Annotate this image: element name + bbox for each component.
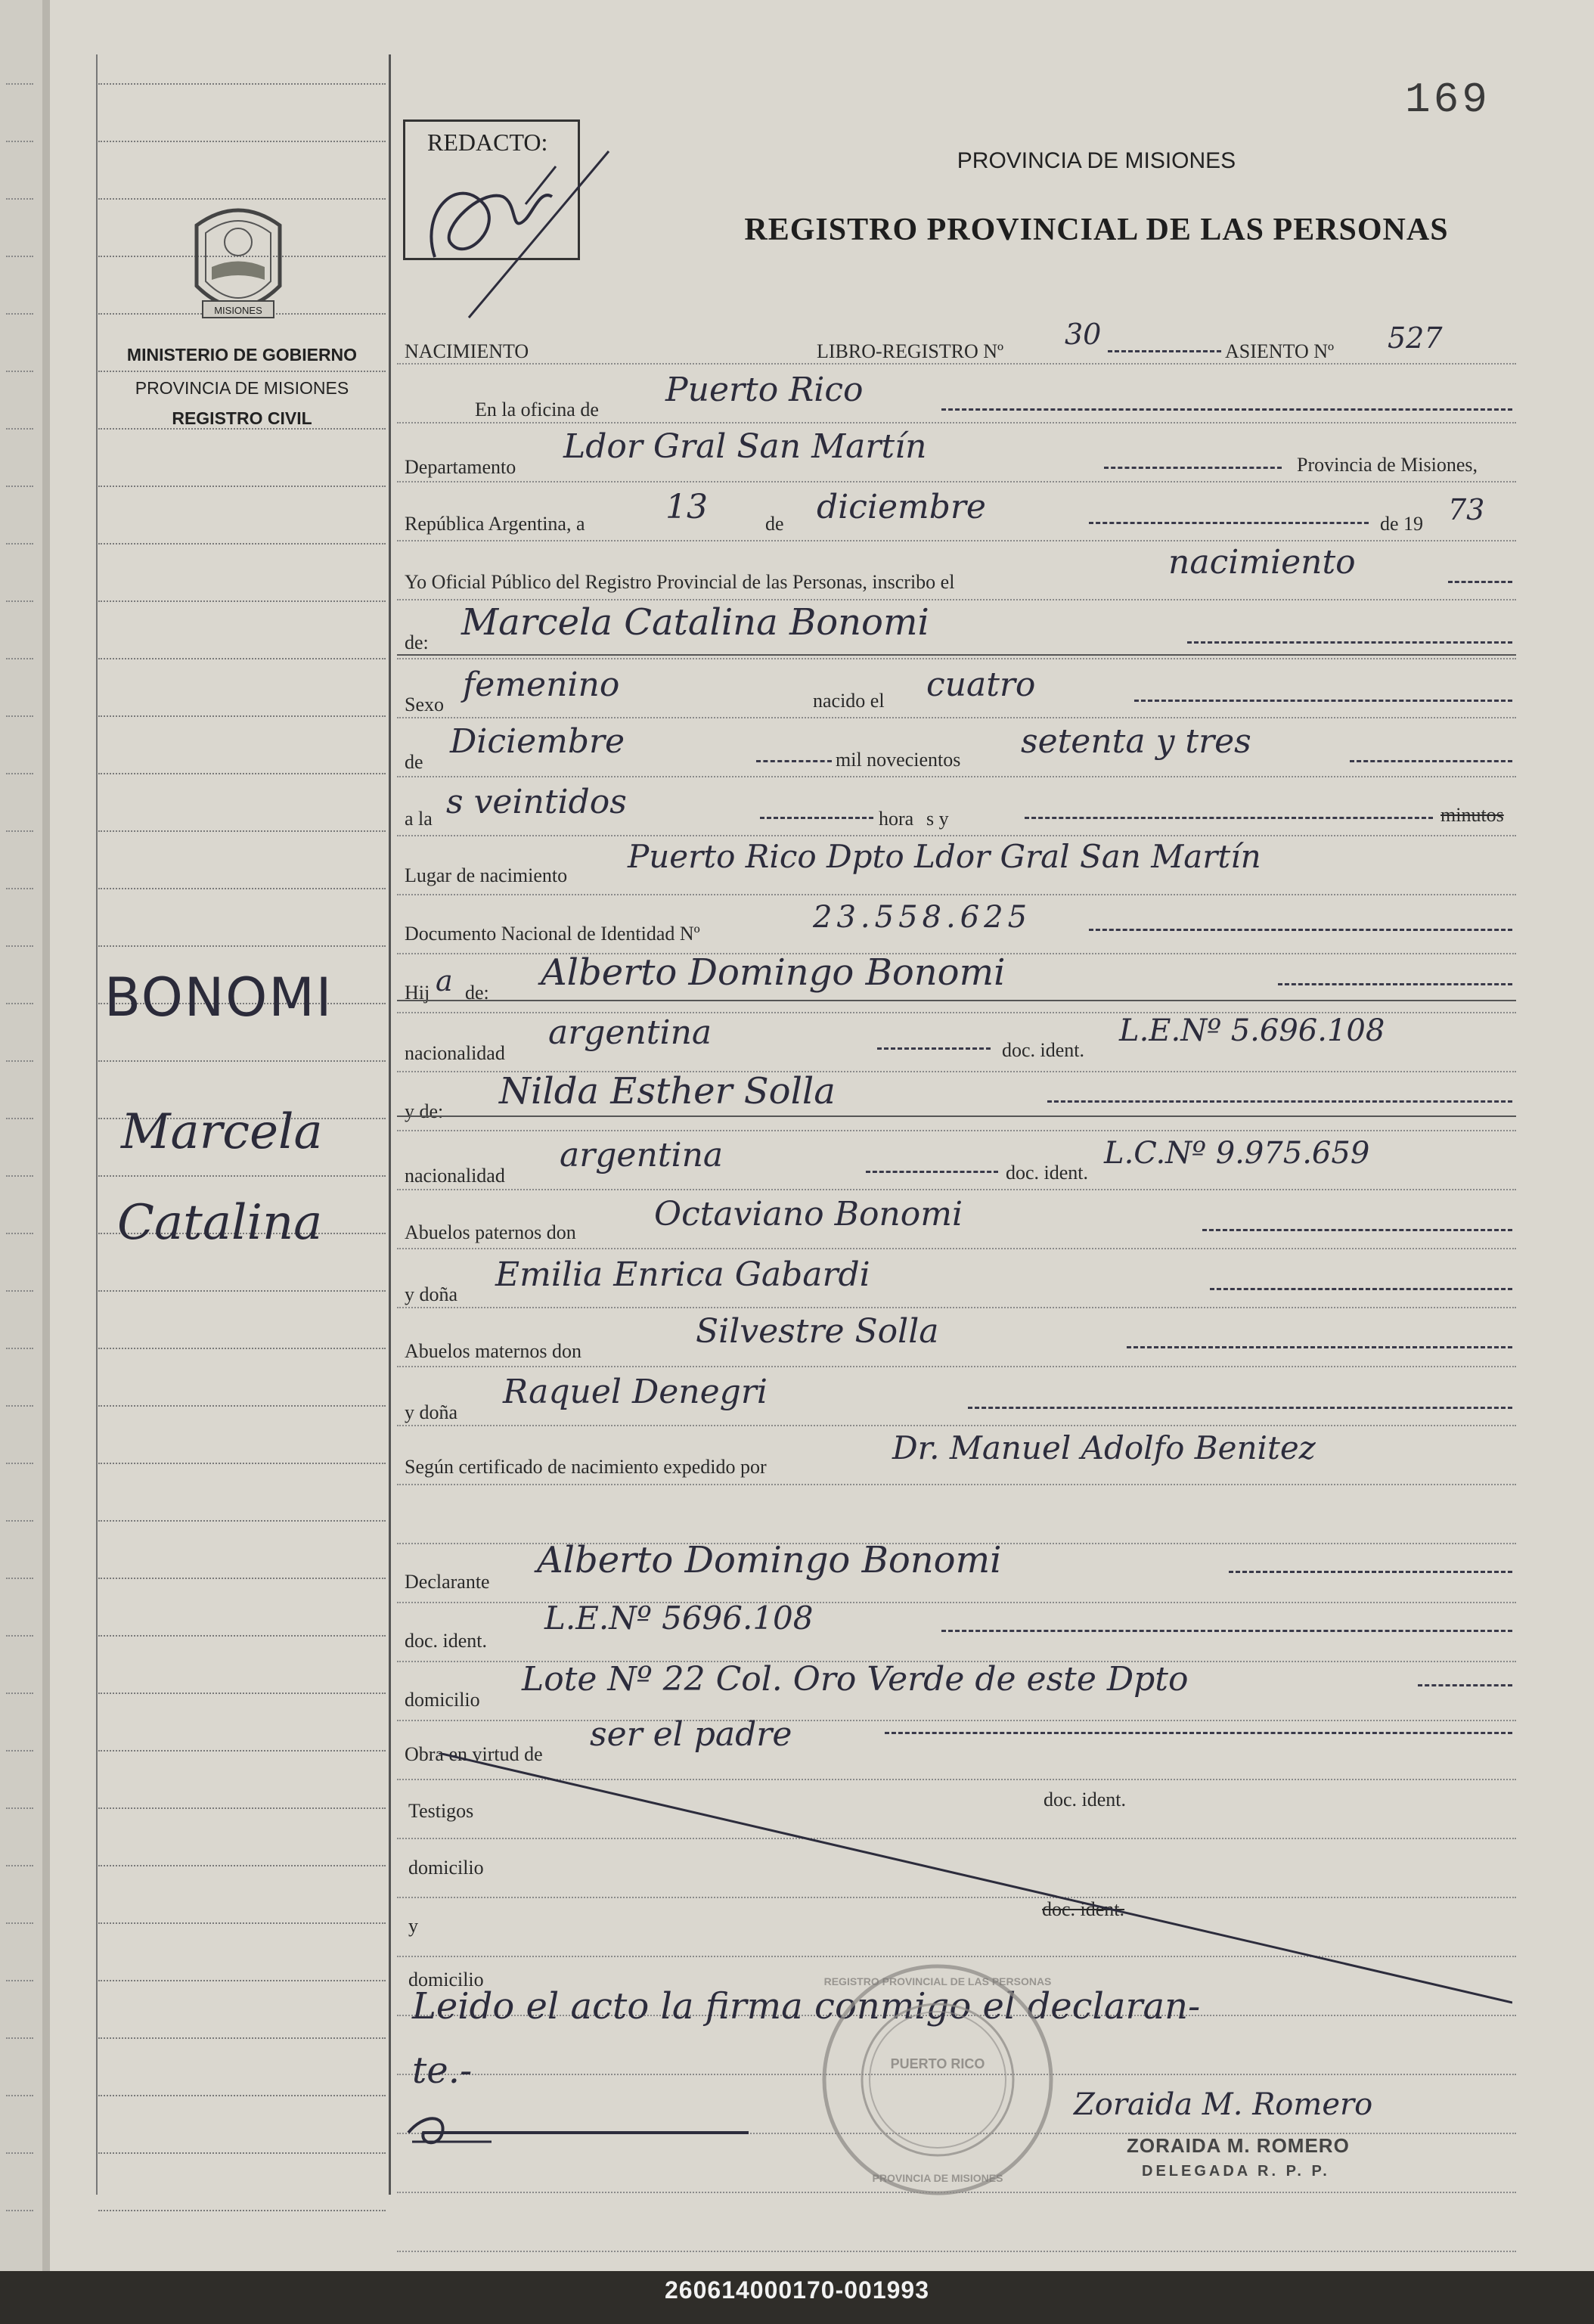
margin-ruled-line (98, 1980, 386, 1981)
certificado-value: Dr. Manuel Adolfo Benitez (892, 1429, 1316, 1466)
form-ruled-line (397, 835, 1516, 836)
leido-line-1: Leido el acto la firma conmigo el declaran- (412, 1985, 1201, 2028)
edge-line (6, 1635, 33, 1637)
de-mes-label: de (405, 751, 423, 773)
book-binding (42, 0, 50, 2271)
fill-dash (1350, 760, 1512, 762)
margin-surname: BONOMI (104, 967, 333, 1029)
leido-line-2: te.- (412, 2049, 473, 2092)
fill-dash (968, 1407, 1512, 1409)
margin-given-name-2: Catalina (117, 1195, 323, 1251)
margin-ruled-line (98, 1348, 386, 1349)
edge-line (6, 486, 33, 487)
form-ruled-line (397, 1189, 1516, 1190)
edge-line (6, 715, 33, 717)
mil-label: mil novecientos (836, 749, 961, 771)
edge-line (6, 658, 33, 659)
form-ruled-line (397, 1366, 1516, 1367)
fill-dash (1104, 467, 1282, 469)
ministry-province: PROVINCIA DE MISIONES (135, 378, 349, 398)
margin-ruled-line (98, 1175, 386, 1177)
footer-code: 260614000170-001993 (665, 2276, 929, 2304)
sexo-label: Sexo (405, 693, 444, 715)
libro-label: LIBRO-REGISTRO Nº (817, 340, 1004, 362)
domicilio-label-test2: domicilio (408, 1969, 484, 1990)
edge-line (6, 1520, 33, 1522)
lugar-label: Lugar de nacimiento (405, 864, 568, 886)
nacido-label: nacido el (813, 690, 885, 712)
hij-de-label: de: (465, 982, 489, 1004)
margin-ruled-line (98, 1520, 386, 1522)
margin-ruled-line (98, 715, 386, 717)
domicilio-label-test1: domicilio (408, 1857, 484, 1879)
de-label: de (765, 513, 784, 535)
doc-ident-label-test1: doc. ident. (1044, 1789, 1127, 1810)
form-ruled-line (397, 481, 1516, 482)
fill-dash (866, 1171, 998, 1173)
madre-doc-value: L.C.Nº 9.975.659 (1104, 1136, 1370, 1171)
edge-line (6, 888, 33, 889)
testigos-label: Testigos (408, 1800, 474, 1822)
edge-line (6, 1922, 33, 1924)
edge-line (6, 830, 33, 832)
doc-ident-label-padre: doc. ident. (1002, 1039, 1085, 1061)
margin-ruled-line (98, 600, 386, 602)
abuela-pat-value: Emilia Enrica Gabardi (495, 1255, 870, 1294)
margin-ruled-line (98, 83, 386, 85)
alas-label: a la (405, 808, 433, 830)
redacto-initials-icon (412, 144, 616, 325)
margin-ruled-line (98, 1865, 386, 1866)
form-ruled-line (397, 1248, 1516, 1249)
form-ruled-line (397, 658, 1516, 659)
margin-ruled-line (98, 830, 386, 832)
oficina-label: En la oficina de (475, 399, 599, 420)
ydona-label-pat: y doña (405, 1283, 458, 1305)
provincial-seal-icon (181, 195, 295, 331)
fill-dash (1210, 1288, 1512, 1290)
obra-value: ser el padre (590, 1715, 792, 1754)
margin-ruled-line (98, 141, 386, 142)
form-ruled-line (397, 540, 1516, 541)
margin-ruled-line (98, 945, 386, 947)
edge-line (6, 543, 33, 545)
margin-ruled-line (98, 2095, 386, 2096)
oficina-value: Puerto Rico (665, 371, 864, 409)
doc-ident-label-madre: doc. ident. (1006, 1162, 1089, 1184)
minutos-label: minutos (1440, 804, 1504, 826)
officer-stamp-role: DELEGADA R. P. P. (1142, 2163, 1330, 2180)
form-ruled-line (397, 1130, 1516, 1131)
fill-dash (885, 1732, 1512, 1734)
margin-ruled-line (98, 888, 386, 889)
nombre-value: Marcela Catalina Bonomi (461, 601, 929, 644)
fill-dash (1108, 350, 1221, 352)
margin-ruled-line (98, 1290, 386, 1292)
fill-dash (1418, 1684, 1512, 1686)
mes-value: diciembre (817, 488, 986, 526)
republica-label: República Argentina, a (405, 513, 585, 535)
header-province: PROVINCIA DE MISIONES (957, 148, 1236, 173)
lugar-value: Puerto Rico Dpto Ldor Gral San Martín (628, 838, 1261, 875)
form-ruled-line (397, 1484, 1516, 1485)
padre-nac-value: argentina (548, 1013, 712, 1052)
form-ruled-line (397, 717, 1516, 718)
padre-doc-value: L.E.Nº 5.696.108 (1119, 1013, 1385, 1048)
edge-line (6, 1233, 33, 1234)
edge-line (6, 1290, 33, 1292)
fill-dash (877, 1047, 991, 1050)
fill-dash (1202, 1229, 1512, 1231)
margin-rule-right (389, 54, 391, 2195)
form-ruled-line (397, 599, 1516, 600)
obra-label: Obra en virtud de (405, 1743, 543, 1765)
form-ruled-line (397, 1307, 1516, 1308)
nacionalidad-label-madre: nacionalidad (405, 1165, 505, 1187)
doc-ident-label-decl: doc. ident. (405, 1630, 488, 1652)
edge-line (6, 1175, 33, 1177)
padre-value: Alberto Domingo Bonomi (541, 951, 1006, 994)
edge-line (6, 141, 33, 142)
y-label: y (408, 1915, 418, 1937)
fill-dash (1089, 929, 1512, 931)
svg-text:REGISTRO PROVINCIAL DE LAS PER: REGISTRO PROVINCIAL DE LAS PERSONAS (823, 1975, 1052, 1987)
abuelos-pat-label: Abuelos paternos don (405, 1221, 576, 1243)
edge-line (6, 2152, 33, 2154)
madre-nac-value: argentina (560, 1136, 724, 1174)
edge-line (6, 945, 33, 947)
edge-line (6, 2210, 33, 2211)
declarante-label: Declarante (405, 1571, 490, 1593)
ministry-unit: REGISTRO CIVIL (172, 408, 312, 428)
ydona-label-mat: y doña (405, 1401, 458, 1423)
libro-value: 30 (1065, 318, 1102, 351)
record-type-label: NACIMIENTO (405, 340, 529, 362)
margin-rule-left (96, 54, 98, 2195)
edge-line (6, 1865, 33, 1866)
certificado-label: Según certificado de nacimiento expedido por (405, 1456, 767, 1478)
fill-dash (1127, 1346, 1512, 1348)
fill-dash (756, 760, 832, 762)
redacto-label: REDACTO: (427, 129, 548, 156)
margin-ruled-line (98, 486, 386, 487)
margin-ruled-line (98, 1807, 386, 1809)
margin-ruled-line (98, 2210, 386, 2211)
edge-line (6, 1348, 33, 1349)
edge-line (6, 256, 33, 257)
margin-ruled-line (98, 1578, 386, 1579)
horas-label: hora (879, 808, 914, 830)
margin-ruled-line (98, 773, 386, 774)
hij-suffix: a (436, 964, 453, 998)
fill-dash (941, 408, 1512, 411)
form-ruled-line (397, 1720, 1516, 1721)
margin-ruled-line (98, 1463, 386, 1464)
edge-line (6, 1750, 33, 1752)
fill-dash (1278, 983, 1512, 985)
form-ruled-line (397, 363, 1516, 365)
hora-value: s veintidos (446, 783, 627, 821)
abuelo-mat-value: Silvestre Solla (696, 1312, 939, 1351)
official-round-stamp-icon (794, 1955, 1081, 2205)
year-value: 73 (1448, 493, 1485, 526)
departamento-label: Departamento (405, 456, 516, 478)
margin-ruled-line (98, 1922, 386, 1924)
nacionalidad-label-padre: nacionalidad (405, 1042, 505, 1064)
edge-line (6, 313, 33, 315)
de-nombre-label: de: (405, 631, 429, 653)
fill-dash (1025, 817, 1433, 819)
fill-dash (1187, 641, 1512, 644)
margin-ruled-line (98, 543, 386, 545)
edge-line (6, 773, 33, 774)
margin-ruled-line (98, 1635, 386, 1637)
abuelo-pat-value: Octaviano Bonomi (654, 1195, 963, 1233)
svg-text:PUERTO RICO: PUERTO RICO (890, 2056, 985, 2071)
svg-text:PROVINCIA DE MISIONES: PROVINCIA DE MISIONES (872, 2172, 1003, 2184)
dni-value: 23.558.625 (813, 900, 1032, 935)
dni-label: Documento Nacional de Identidad Nº (405, 923, 700, 945)
edge-line (6, 1003, 33, 1004)
asiento-value: 527 (1388, 321, 1443, 355)
de-year-label: de 19 (1380, 513, 1424, 535)
horas-suffix: s y (926, 808, 949, 830)
edge-line (6, 83, 33, 85)
fill-dash (1229, 1571, 1512, 1573)
edge-line (6, 1693, 33, 1694)
hij-label: Hij (405, 982, 430, 1004)
edge-line (6, 428, 33, 430)
mil-value: setenta y tres (1021, 722, 1251, 761)
margin-ruled-line (98, 658, 386, 659)
margin-ruled-line (98, 1750, 386, 1752)
edge-line (6, 1060, 33, 1062)
edge-line (6, 1118, 33, 1119)
officer-signature: Zoraida M. Romero (1074, 2087, 1373, 2122)
abuela-mat-value: Raquel Denegri (503, 1373, 768, 1411)
edge-line (6, 1578, 33, 1579)
margin-ruled-line (98, 2152, 386, 2154)
domicilio-label-decl: domicilio (405, 1689, 480, 1711)
svg-text:MISIONES: MISIONES (214, 305, 262, 316)
nac-mes-value: Diciembre (450, 722, 625, 761)
form-ruled-line (397, 2251, 1516, 2252)
form-ruled-line (397, 776, 1516, 777)
fill-dash (760, 817, 873, 819)
declarante-value: Alberto Domingo Bonomi (537, 1539, 1002, 1581)
abuelos-mat-label: Abuelos maternos don (405, 1340, 581, 1362)
form-ruled-line (397, 422, 1516, 424)
fill-dash (1134, 700, 1512, 702)
fill-dash (1089, 522, 1369, 524)
folio-number: 169 (1405, 76, 1490, 124)
decl-doc-value: L.E.Nº 5696.108 (544, 1599, 814, 1637)
ministry-title: MINISTERIO DE GOBIERNO (126, 345, 358, 365)
declarant-signature-icon (401, 2110, 756, 2155)
asiento-label: ASIENTO Nº (1225, 340, 1335, 362)
form-ruled-line (397, 1425, 1516, 1426)
madre-value: Nilda Esther Solla (499, 1070, 836, 1112)
officer-stamp-name: ZORAIDA M. ROMERO (1127, 2134, 1350, 2157)
form-ruled-line (397, 894, 1516, 895)
provincia-label: Provincia de Misiones, (1297, 454, 1478, 476)
yde-label: y de: (405, 1100, 444, 1122)
inscribo-value: nacimiento (1168, 543, 1356, 582)
margin-ruled-line (98, 2037, 386, 2039)
edge-line (6, 2095, 33, 2096)
dia-value: 13 (665, 488, 708, 526)
margin-ruled-line (98, 371, 386, 372)
edge-line (6, 600, 33, 602)
margin-ruled-line (98, 1693, 386, 1694)
margin-ruled-line (98, 1060, 386, 1062)
parent-rule (397, 1000, 1516, 1001)
edge-line (6, 1980, 33, 1981)
edge-line (6, 1463, 33, 1464)
previous-page-edge (0, 0, 45, 2271)
edge-line (6, 1405, 33, 1407)
oficial-label: Yo Oficial Público del Registro Provincial de las Personas, inscribo el (405, 571, 955, 593)
sexo-value: femenino (463, 666, 620, 704)
doc-ident-label-test2: doc. ident. (1042, 1898, 1125, 1920)
fill-dash (1047, 1100, 1512, 1103)
domicilio-value: Lote Nº 22 Col. Oro Verde de este Dpto (522, 1660, 1189, 1699)
margin-given-name-1: Marcela (121, 1104, 323, 1160)
header-registry: REGISTRO PROVINCIAL DE LAS PERSONAS (744, 213, 1449, 247)
nacido-value: cuatro (926, 666, 1036, 704)
fill-dash (1448, 581, 1512, 583)
name-rule (397, 654, 1516, 656)
edge-line (6, 1807, 33, 1809)
departamento-value: Ldor Gral San Martín (563, 427, 927, 466)
edge-line (6, 198, 33, 200)
margin-ruled-line (98, 1405, 386, 1407)
mother-rule (397, 1115, 1516, 1117)
edge-line (6, 371, 33, 372)
fill-dash (941, 1630, 1512, 1632)
edge-line (6, 2037, 33, 2039)
